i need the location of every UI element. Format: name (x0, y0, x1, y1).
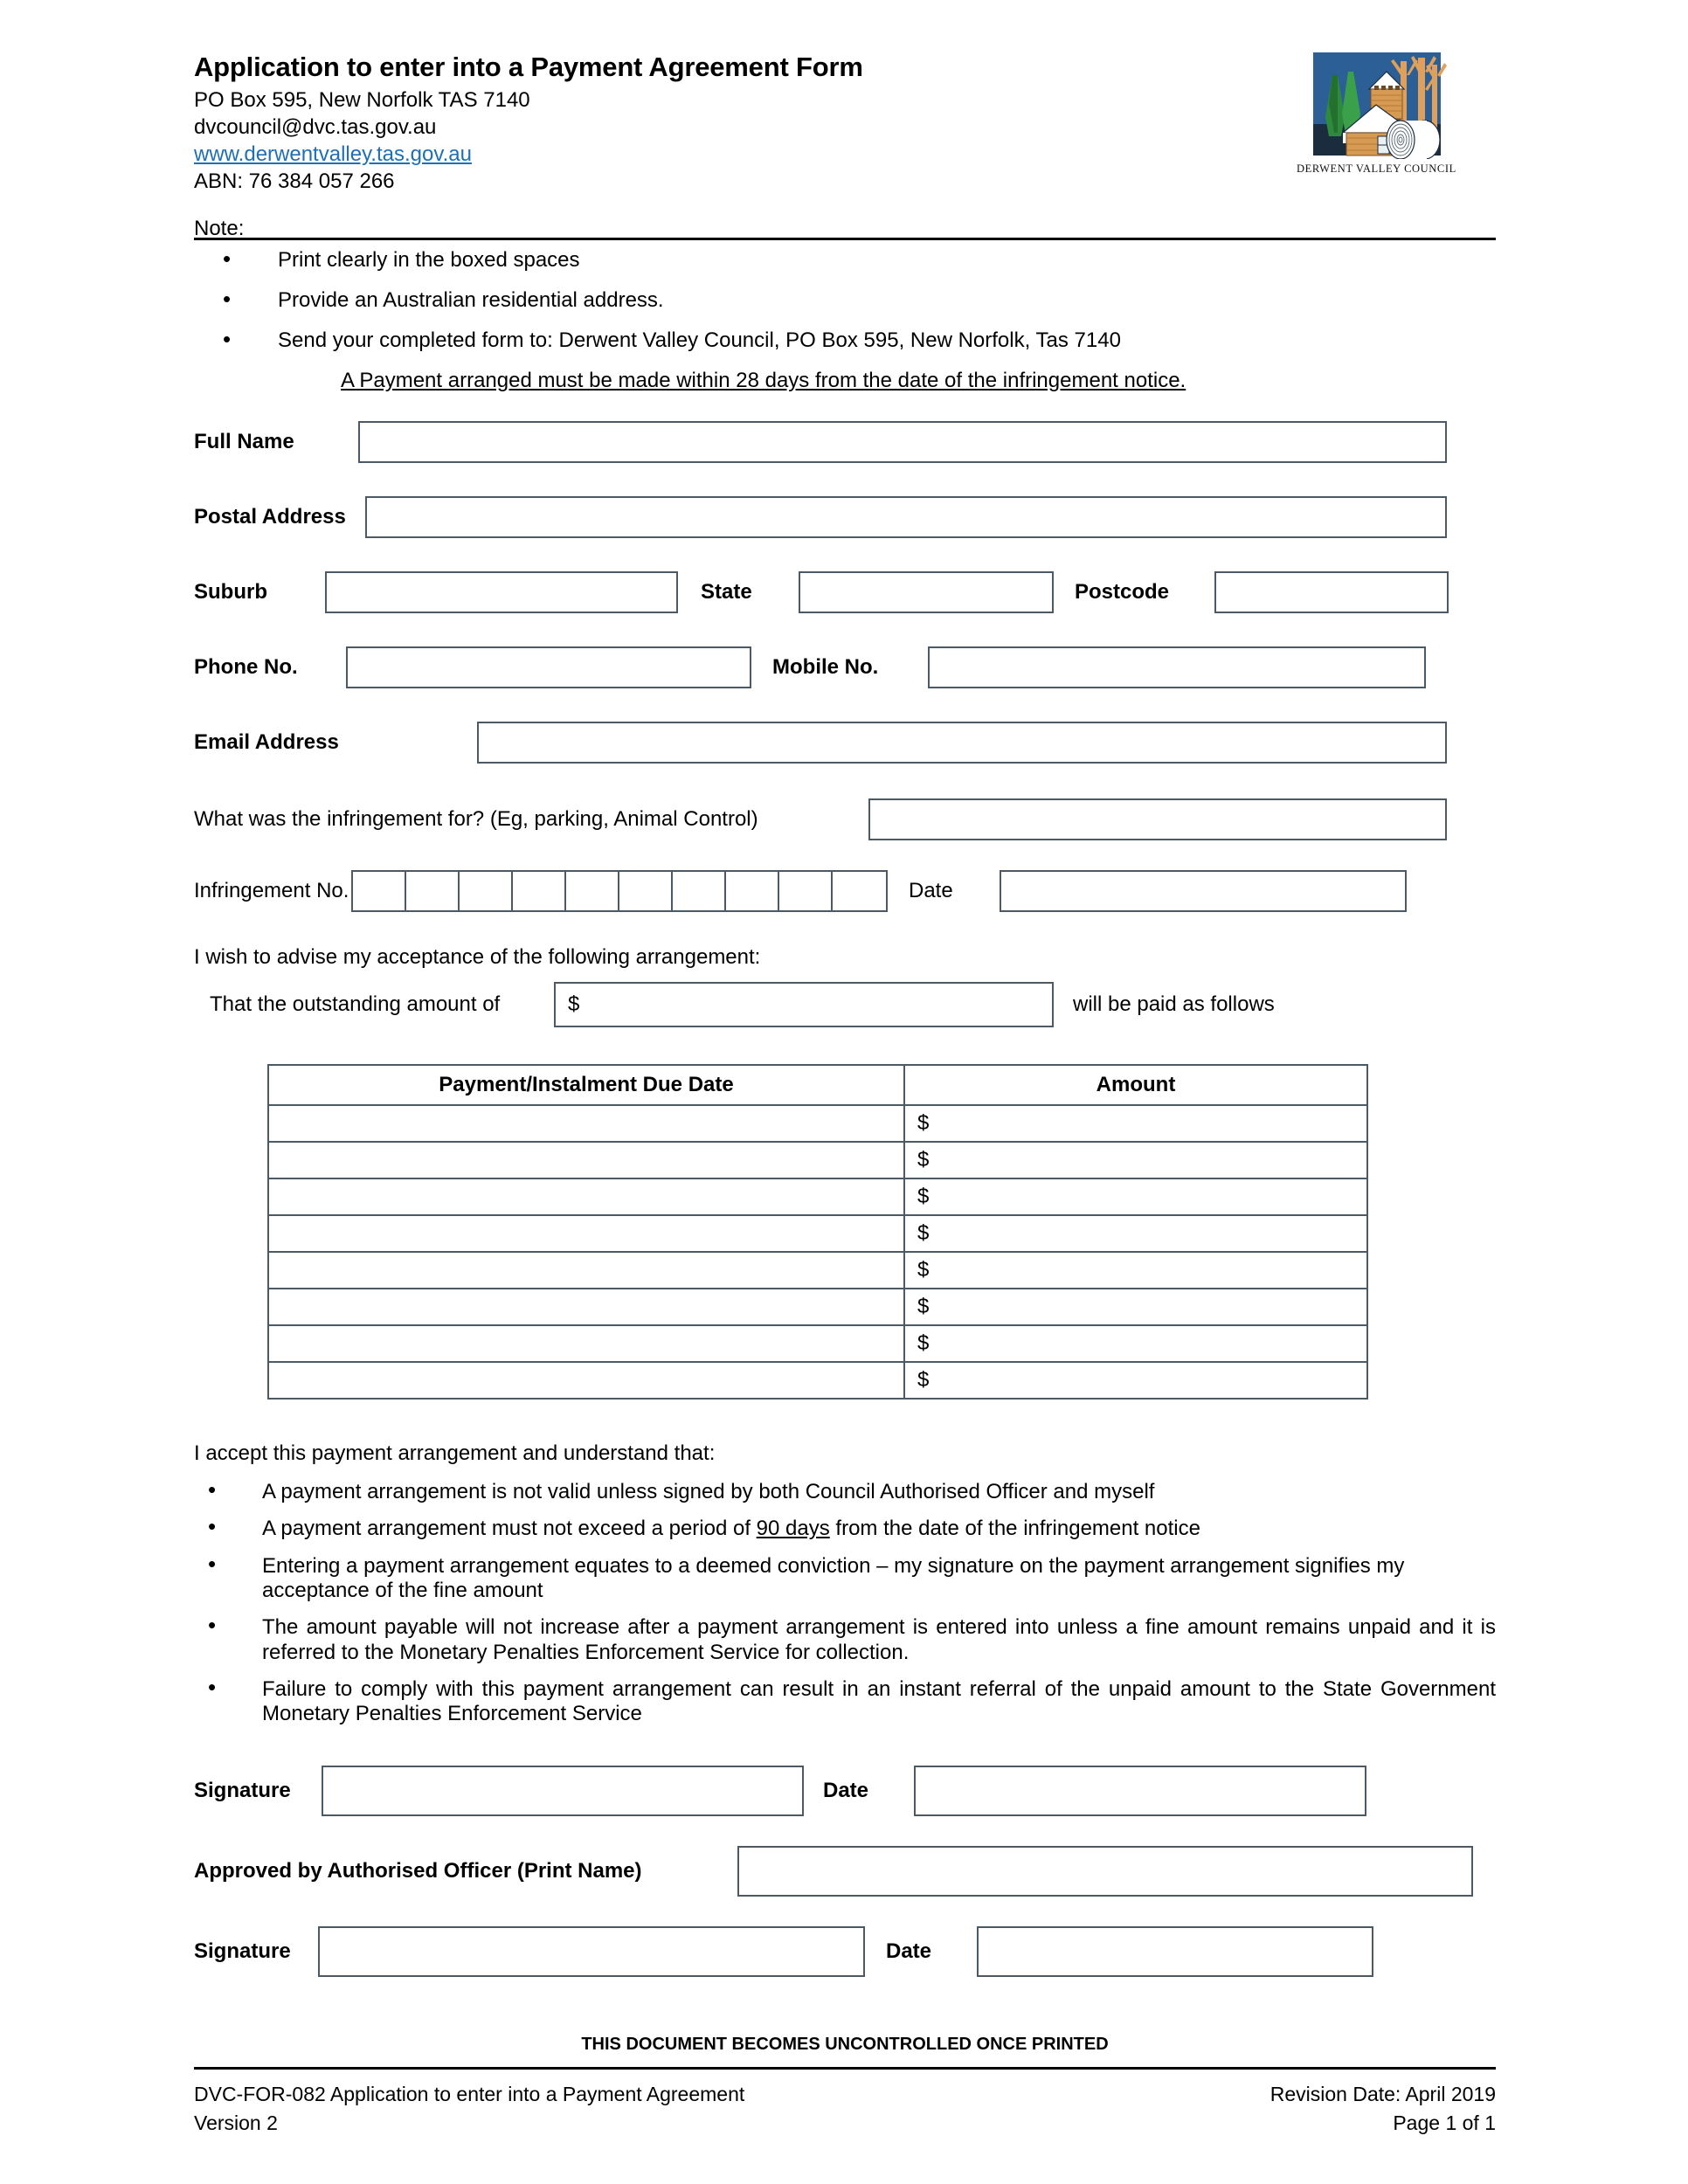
phone-label: Phone No. (194, 655, 298, 679)
table-row[interactable] (268, 1215, 1367, 1252)
officer-signature-label: Signature (194, 1939, 291, 1963)
char-cell[interactable] (353, 872, 406, 910)
infringement-date-label: Date (909, 879, 953, 902)
list-item (194, 1615, 1496, 1665)
char-cell[interactable] (513, 872, 566, 910)
char-cell[interactable] (566, 872, 619, 910)
mobile-input[interactable] (928, 646, 1426, 688)
acceptance-text: Entering a payment arrangement equates to a deemed conviction – my signature on the payment arrangement signifies my acceptance of the fine amount (262, 1553, 1405, 1602)
amount-cell[interactable] (904, 1142, 1367, 1178)
due-date-cell[interactable] (268, 1289, 904, 1325)
postcode-label: Postcode (1075, 580, 1170, 604)
postal-address-label: Postal Address (194, 505, 346, 529)
footer-divider (194, 2067, 1496, 2070)
list-item: • Send your completed form to: Derwent Valley Council, PO Box 595, New Norfolk, Tas 7140 (194, 330, 1496, 351)
phone-mobile-row (194, 646, 1496, 688)
char-cell[interactable] (779, 872, 833, 910)
council-logo-caption: DERWENT VALLEY COUNCIL (1297, 162, 1456, 175)
suburb-input[interactable] (325, 571, 678, 613)
officer-signature-input[interactable] (318, 1926, 865, 1977)
due-date-cell[interactable] (268, 1142, 904, 1178)
suburb-state-postcode-row (194, 571, 1496, 613)
payment-table-body (268, 1105, 1367, 1399)
postcode-input[interactable] (1214, 571, 1449, 613)
table-header-row (268, 1065, 1367, 1105)
header-divider (194, 238, 1496, 240)
acceptance-text: Failure to comply with this payment arrangement can result in an instant referral of the unpaid amount to the State Government Monetary Penalties Enforcement Service (262, 1676, 1496, 1726)
officer-signature-row (194, 1926, 1496, 1977)
column-header-due-date: Payment/Instalment Due Date (268, 1065, 904, 1105)
currency-symbol: $ (917, 1111, 930, 1135)
amount-cell[interactable] (904, 1178, 1367, 1215)
payment-schedule-table (267, 1064, 1368, 1400)
oast-house-illustration-icon (1303, 49, 1449, 159)
page-title: Application to enter into a Payment Agreement Form (194, 52, 863, 82)
officer-date-input[interactable] (977, 1926, 1373, 1977)
state-input[interactable] (799, 571, 1054, 613)
list-item (194, 1554, 1496, 1604)
acceptance-text: The amount payable will not increase after a payment arrangement is entered into unless a fine amount remains unpaid and it is referred to the Monetary Penalties Enforcement Service for collection. (262, 1615, 1496, 1664)
outstanding-amount-label: That the outstanding amount of (210, 992, 501, 1016)
currency-symbol: $ (917, 1148, 930, 1171)
email-input[interactable] (477, 722, 1447, 764)
acceptance-heading: I accept this payment arrangement and understand that: (194, 1441, 716, 1465)
document-header (194, 0, 1496, 194)
currency-symbol: $ (917, 1295, 930, 1318)
table-row[interactable] (268, 1252, 1367, 1289)
council-logo-image (1302, 48, 1450, 160)
infringement-reason-input[interactable] (868, 798, 1447, 840)
table-row[interactable] (268, 1289, 1367, 1325)
infringement-date-input[interactable] (1000, 870, 1407, 912)
full-name-row (194, 421, 1496, 463)
full-name-input[interactable] (358, 421, 1447, 463)
email-label: Email Address (194, 730, 339, 754)
list-item (194, 1517, 1496, 1541)
amount-cell[interactable] (904, 1215, 1367, 1252)
outstanding-amount-input[interactable] (554, 982, 1054, 1027)
infringement-number-row (194, 870, 1496, 912)
currency-symbol: $ (917, 1185, 930, 1208)
footer-revision: Revision Date: April 2019 (1269, 2082, 1496, 2105)
acceptance-emphasis: 90 days (756, 1517, 830, 1541)
infringement-number-label: Infringement No. (194, 879, 349, 902)
amount-cell[interactable] (904, 1105, 1367, 1142)
postal-address-input[interactable] (365, 496, 1447, 538)
officer-date-label: Date (886, 1939, 932, 1963)
due-date-cell[interactable] (268, 1105, 904, 1142)
currency-symbol: $ (917, 1258, 930, 1282)
char-cell[interactable] (619, 872, 673, 910)
header-abn: ABN: 76 384 057 266 (194, 169, 395, 194)
amount-cell[interactable] (904, 1362, 1367, 1399)
amount-cell[interactable] (904, 1325, 1367, 1362)
due-date-cell[interactable] (268, 1325, 904, 1362)
mobile-label: Mobile No. (772, 655, 879, 679)
note-emphasis: A Payment arranged must be made within 28 days from the date of the infringement notice. (341, 369, 1186, 392)
note-heading: Note: (194, 217, 245, 240)
list-item: • Provide an Australian residential address. (194, 290, 1496, 311)
applicant-date-input[interactable] (914, 1766, 1366, 1816)
footer-row-secondary (194, 2109, 1496, 2138)
postal-address-row (194, 496, 1496, 538)
uncontrolled-notice: THIS DOCUMENT BECOMES UNCONTROLLED ONCE PRINTED (581, 2034, 1109, 2054)
outstanding-amount-row (194, 982, 1496, 1027)
page-content (194, 0, 1496, 2138)
state-label: State (701, 580, 752, 604)
amount-cell[interactable] (904, 1252, 1367, 1289)
arrangement-intro: I wish to advise my acceptance of the following arrangement: (194, 945, 761, 969)
amount-cell[interactable] (904, 1289, 1367, 1325)
full-name-label: Full Name (194, 430, 294, 453)
column-header-amount: Amount (904, 1065, 1367, 1105)
due-date-cell[interactable] (268, 1215, 904, 1252)
header-website-link[interactable]: www.derwentvalley.tas.gov.au (194, 142, 472, 167)
applicant-date-label: Date (823, 1778, 869, 1802)
list-item: • Print clearly in the boxed spaces (194, 250, 1496, 271)
table-row[interactable] (268, 1325, 1367, 1362)
approved-officer-row (194, 1846, 1496, 1897)
phone-input[interactable] (346, 646, 751, 688)
applicant-signature-row (194, 1766, 1496, 1816)
list-item (194, 1677, 1496, 1727)
char-cell[interactable] (833, 872, 886, 910)
approved-officer-input[interactable] (737, 1846, 1473, 1897)
table-row[interactable] (268, 1362, 1367, 1399)
infringement-reason-label: What was the infringement for? (Eg, parking, Animal Control) (194, 807, 758, 831)
table-row[interactable] (268, 1105, 1367, 1142)
char-cell[interactable] (460, 872, 513, 910)
currency-symbol: $ (568, 992, 580, 1016)
applicant-signature-label: Signature (194, 1778, 291, 1802)
table-row[interactable] (268, 1178, 1367, 1215)
footer-row-primary (194, 2080, 1496, 2109)
acceptance-text: A payment arrangement is not valid unless signed by both Council Authorised Officer and myself (262, 1480, 1155, 1503)
due-date-cell[interactable] (268, 1252, 904, 1289)
acceptance-list (194, 1480, 1496, 1727)
char-cell[interactable] (673, 872, 726, 910)
char-cell[interactable] (726, 872, 779, 910)
acceptance-text-after: from the date of the infringement notice (829, 1517, 1200, 1541)
footer-doc-id: DVC-FOR-082 Application to enter into a Payment Agreement (194, 2082, 745, 2105)
outstanding-amount-suffix: will be paid as follows (1073, 992, 1275, 1016)
header-email: dvcouncil@dvc.tas.gov.au (194, 114, 437, 139)
approved-officer-label: Approved by Authorised Officer (Print Name) (194, 1858, 642, 1883)
note-list (194, 250, 1496, 351)
currency-symbol: $ (917, 1331, 930, 1355)
currency-symbol: $ (917, 1368, 930, 1392)
email-row (194, 722, 1496, 764)
currency-symbol: $ (917, 1221, 930, 1245)
footer-version: Version 2 (194, 2111, 278, 2134)
header-postal-address: PO Box 595, New Norfolk TAS 7140 (194, 87, 530, 112)
due-date-cell[interactable] (268, 1362, 904, 1399)
council-logo (1297, 48, 1456, 176)
infringement-number-input[interactable] (351, 870, 888, 912)
applicant-signature-input[interactable] (322, 1766, 804, 1816)
suburb-label: Suburb (194, 580, 267, 604)
footer-page: Page 1 of 1 (1393, 2111, 1496, 2134)
payment-table-wrapper (194, 1064, 1496, 1400)
infringement-reason-row (194, 798, 1496, 840)
list-item (194, 1480, 1496, 1504)
table-row[interactable] (268, 1142, 1367, 1178)
due-date-cell[interactable] (268, 1178, 904, 1215)
char-cell[interactable] (406, 872, 460, 910)
acceptance-text: A payment arrangement must not exceed a period of (262, 1517, 757, 1541)
